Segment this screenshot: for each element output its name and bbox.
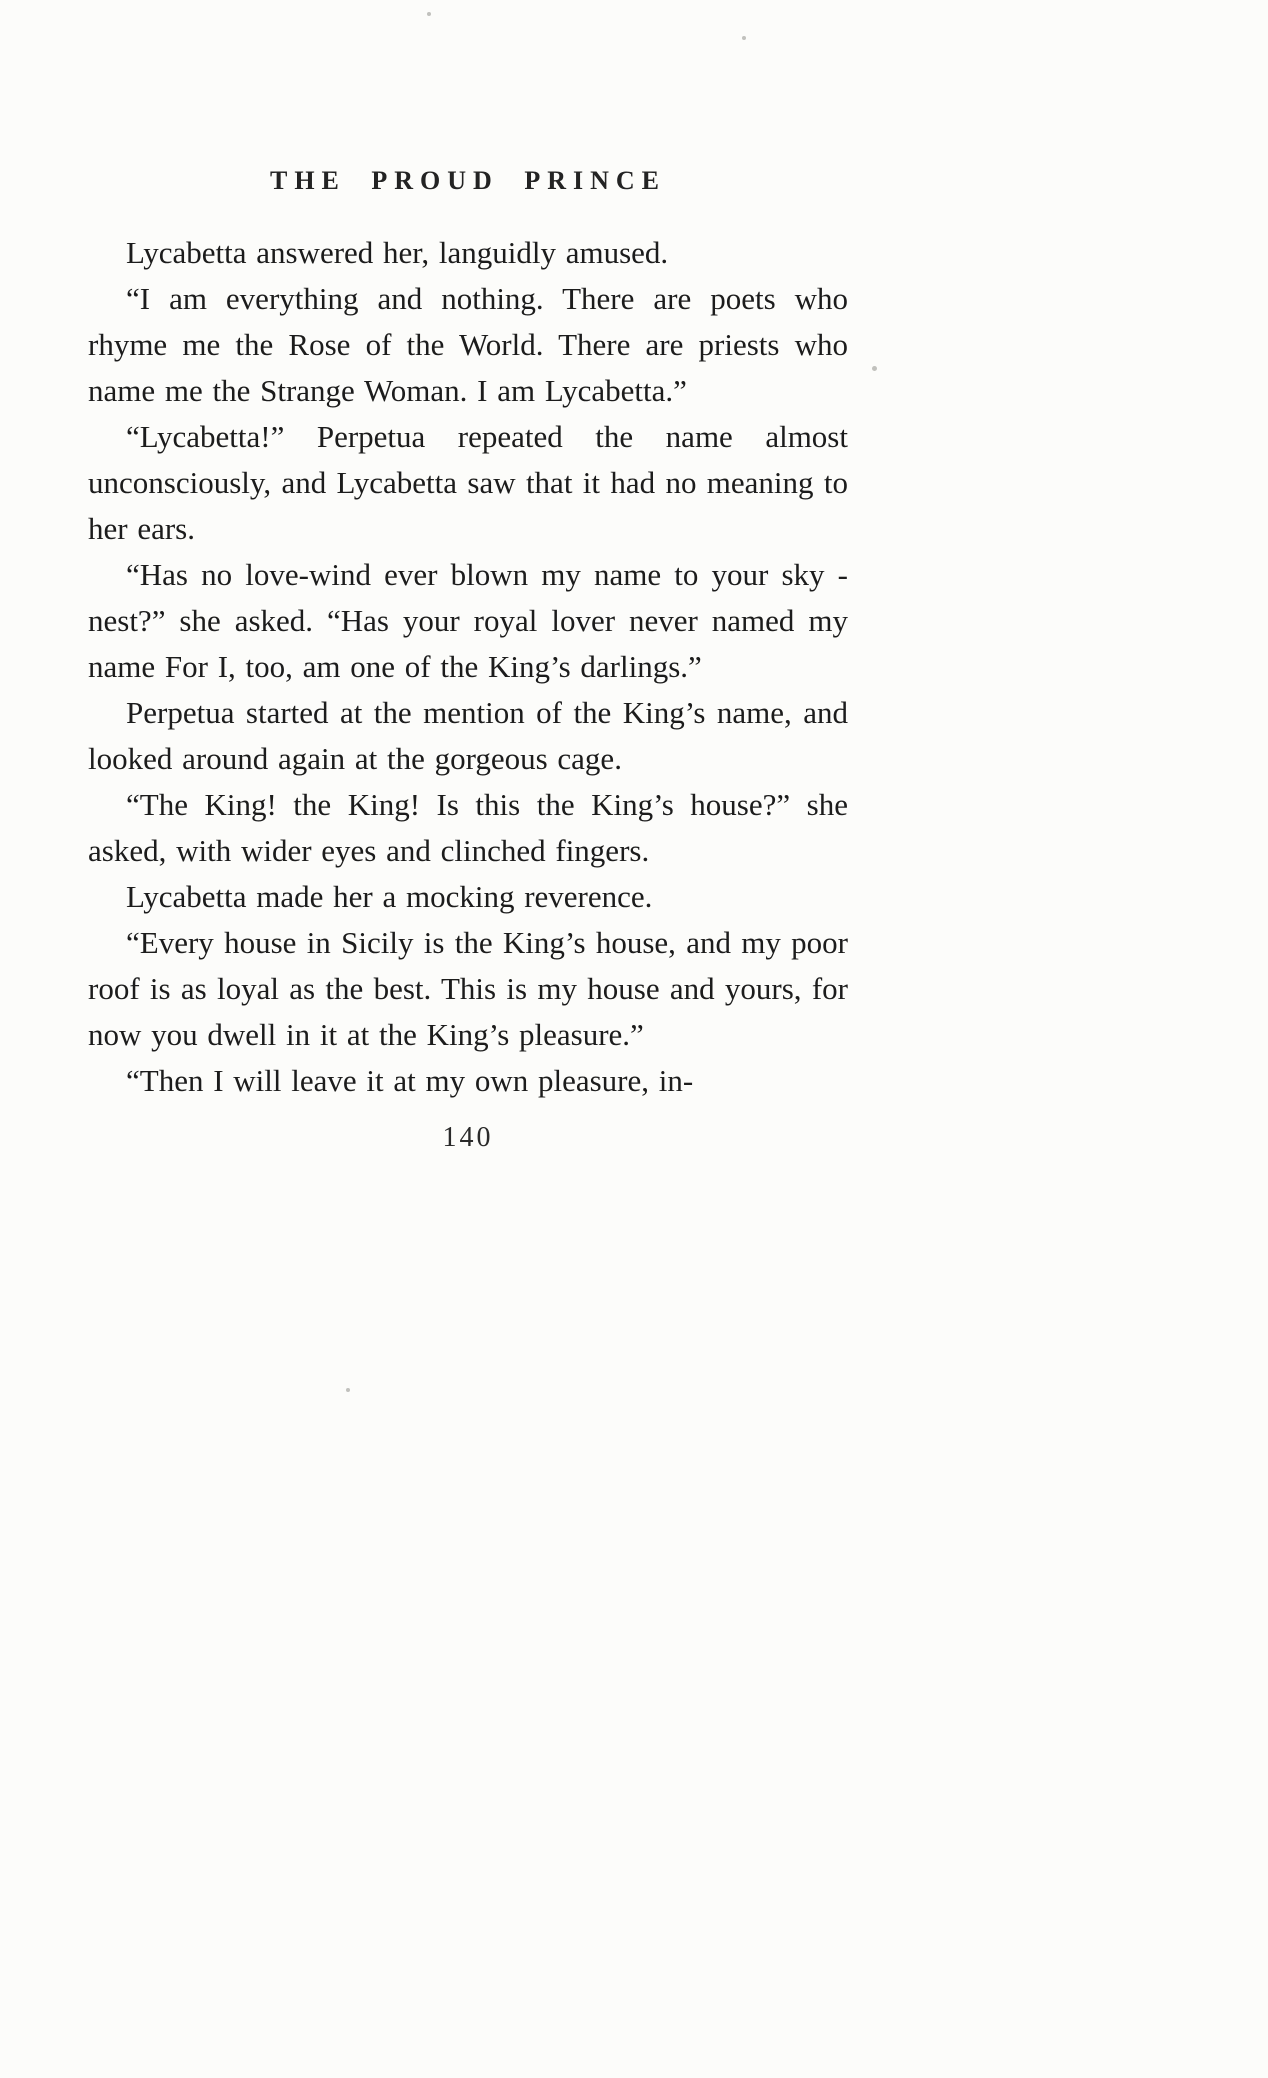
page-number: 140 [442,1122,494,1153]
paragraph: Lycabetta answered her, languidly amused. [126,235,669,270]
paragraph: “Then I will leave it at my own pleasure, in- [126,1063,694,1098]
paragraph: Perpetua started at the mention of the King’s name, and looked around again at the gorgeous cage. [88,695,848,776]
paragraph: “Every house in Sicily is the King’s house, and my poor roof is as loyal as the best. This is my house and yours, for now you dwell in it at the King’s pleasure.” [88,925,848,1052]
scan-speck [427,12,431,16]
paragraph: “The King! the King! Is this the King’s house?” she asked, with wider eyes and clinched fingers. [88,787,848,868]
running-header: THE PROUD PRINCE [269,166,666,195]
text-block [88,166,848,1154]
paragraph: “I am everything and nothing. There are poets who rhyme me the Rose of the World. There are priests who name me the Strange Woman. I am Lycabetta.” [88,281,848,408]
paragraph: Lycabetta made her a mocking reverence. [126,879,653,914]
paragraph: “Has no love-wind ever blown my name to your sky - nest?” she asked. “Has your royal lover never named my name For I, too, am one of the King’s darlings.” [88,557,848,684]
paragraph: “Lycabetta!” Perpetua repeated the name almost unconsciously, and Lycabetta saw that it had no meaning to her ears. [88,419,848,546]
scan-speck [742,36,746,40]
scan-speck [346,1388,350,1392]
scan-speck [872,366,877,371]
